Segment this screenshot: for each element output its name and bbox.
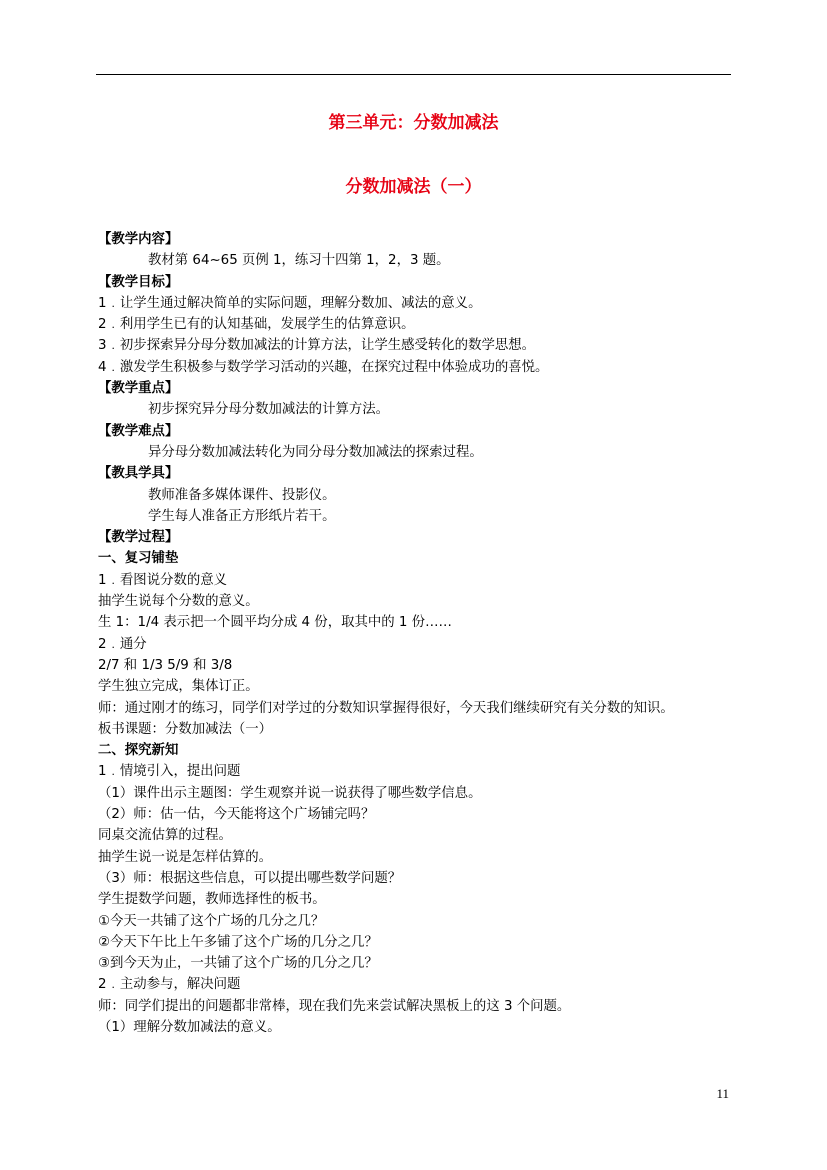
section-heading: 【教学内容】: [98, 232, 179, 247]
document-body: [98, 229, 738, 1038]
section-heading: 一、复习铺垫: [98, 551, 179, 567]
section-heading: 【教学过程】: [98, 530, 179, 546]
paragraph-line: （1）课件出示主题图：学生观察并说一说获得了哪些数学信息。: [98, 785, 482, 801]
paragraph-line: 学生独立完成，集体订正。: [98, 679, 259, 695]
section-heading: 【教学目标】: [98, 274, 179, 290]
paragraph-line: 1﹒情境引入，提出问题: [98, 764, 241, 780]
page-number: 11: [716, 1086, 729, 1101]
paragraph-line: 同桌交流估算的过程。: [98, 828, 232, 844]
indented-paragraph-line: 初步探究异分母分数加减法的计算方法。: [148, 402, 390, 418]
paragraph-line: 师：通过刚才的练习，同学们对学过的分数知识掌握得很好，今天我们继续研究有关分数的知识。: [98, 700, 674, 716]
paragraph-line: （2）师：估一估，今天能将这个广场铺完吗？: [98, 807, 375, 823]
paragraph-line: 抽学生说每个分数的意义。: [98, 594, 259, 610]
paragraph-line: 3﹒初步探索异分母分数加减法的计算方法，让学生感受转化的数学思想。: [98, 338, 536, 354]
section-heading: 【教学难点】: [98, 423, 179, 439]
paragraph-line: （1）理解分数加减法的意义。: [98, 1019, 281, 1035]
paragraph-line: 4﹒激发学生积极参与数学学习活动的兴趣，在探究过程中体验成功的喜悦。: [98, 359, 549, 375]
indented-paragraph-line: 教材第 64~65 页例 1，练习十四第 1，2，3 题。: [148, 253, 450, 269]
paragraph-line: 生 1：1/4 表示把一个圆平均分成 4 份，取其中的 1 份……: [98, 615, 452, 631]
indented-paragraph-line: 学生每人准备正方形纸片若干。: [148, 508, 336, 524]
paragraph-line: 2﹒主动参与，解决问题: [98, 977, 241, 993]
section-heading: 二、探究新知: [98, 743, 179, 759]
paragraph-line: （3）师：根据这些信息，可以提出哪些数学问题？: [98, 870, 402, 886]
paragraph-line: ③到今天为止，一共铺了这个广场的几分之几？: [98, 956, 378, 972]
paragraph-line: 1﹒看图说分数的意义: [98, 572, 228, 588]
paragraph-line: 板书课题：分数加减法（一）: [98, 721, 273, 737]
section-heading: 【教具学具】: [98, 466, 179, 482]
paragraph-line: ①今天一共铺了这个广场的几分之几？: [98, 913, 325, 929]
paragraph-line: 师：同学们提出的问题都非常棒，现在我们先来尝试解决黑板上的这 3 个问题。: [98, 998, 571, 1014]
paragraph-line: 抽学生说一说是怎样估算的。: [98, 849, 273, 865]
paragraph-line: ②今天下午比上午多铺了这个广场的几分之几？: [98, 934, 378, 950]
paragraph-line: 学生提数学问题，教师选择性的板书。: [98, 892, 326, 908]
indented-paragraph-line: 异分母分数加减法转化为同分母分数加减法的探索过程。: [148, 444, 483, 460]
paragraph-line: 1﹒让学生通过解决简单的实际问题，理解分数加、减法的意义。: [98, 295, 482, 311]
header-rule: [96, 74, 731, 75]
lesson-title: 分数加减法（一）: [345, 177, 482, 197]
unit-title: 第三单元：分数加减法: [328, 113, 499, 133]
paragraph-line: 2/7 和 1/3 5/9 和 3/8: [98, 657, 233, 673]
paragraph-line: 2﹒利用学生已有的认知基础，发展学生的估算意识。: [98, 317, 415, 333]
paragraph-line: 2﹒通分: [98, 636, 147, 652]
section-heading: 【教学重点】: [98, 381, 179, 397]
indented-paragraph-line: 教师准备多媒体课件、投影仪。: [148, 487, 336, 503]
